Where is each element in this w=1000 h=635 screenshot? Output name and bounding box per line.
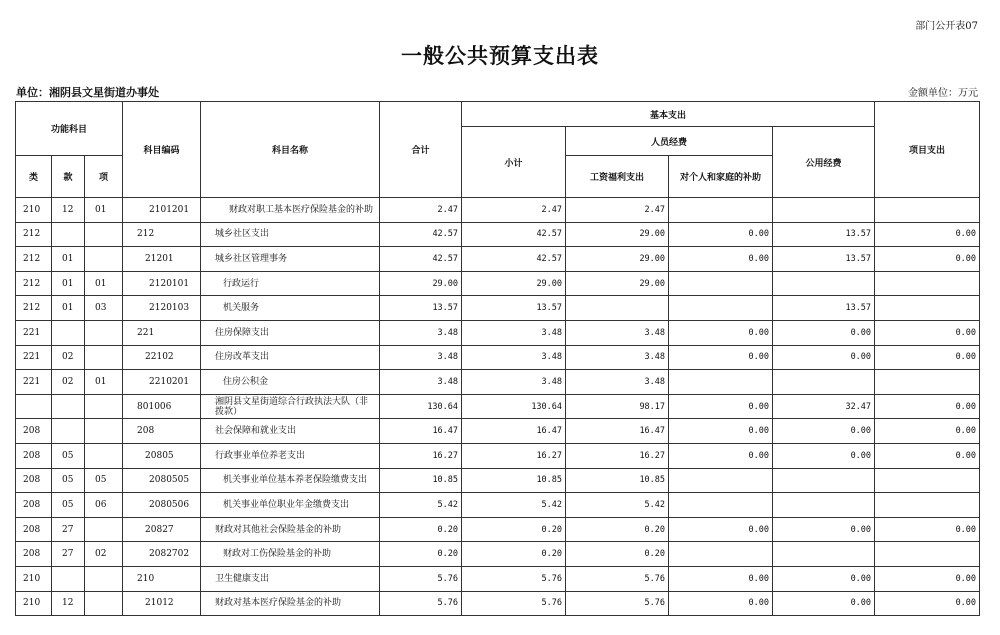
cell-lei: 208	[16, 419, 52, 444]
cell-subtotal: 42.57	[462, 222, 566, 247]
cell-lei	[16, 394, 52, 419]
cell-subtotal: 29.00	[462, 271, 566, 296]
table-row	[16, 542, 980, 567]
cell-wages: 29.00	[566, 271, 669, 296]
cell-name: 机关事业单位职业年金缴费支出	[201, 493, 380, 518]
cell-wages: 2.47	[566, 198, 669, 223]
table-row	[16, 345, 980, 370]
cell-subsidy	[669, 468, 773, 493]
cell-subtotal: 16.47	[462, 419, 566, 444]
table-row	[16, 222, 980, 247]
cell-kuan	[52, 419, 85, 444]
cell-subtotal: 13.57	[462, 296, 566, 321]
cell-wages: 10.85	[566, 468, 669, 493]
cell-subsidy: 0.00	[669, 222, 773, 247]
cell-project: 0.00	[875, 591, 980, 616]
cell-public: 13.57	[773, 296, 875, 321]
cell-project: 0.00	[875, 443, 980, 468]
header-personnel-cost: 人员经费	[566, 127, 773, 156]
cell-code: 20827	[123, 517, 201, 542]
cell-kuan	[52, 566, 85, 591]
cell-total: 5.42	[380, 493, 462, 518]
cell-code: 20805	[123, 443, 201, 468]
cell-kuan: 05	[52, 493, 85, 518]
cell-xiang	[85, 394, 123, 419]
amount-unit: 金额单位：万元	[908, 88, 978, 99]
cell-public: 13.57	[773, 222, 875, 247]
cell-name: 住房公积金	[201, 370, 380, 395]
header-name: 科目名称	[201, 102, 380, 198]
cell-public	[773, 542, 875, 567]
cell-name: 财政对基本医疗保险基金的补助	[201, 591, 380, 616]
cell-xiang	[85, 345, 123, 370]
cell-project	[875, 370, 980, 395]
cell-total: 3.48	[380, 370, 462, 395]
header-xiang: 项	[85, 156, 123, 198]
cell-public	[773, 493, 875, 518]
cell-wages: 3.48	[566, 320, 669, 345]
cell-name: 住房保障支出	[201, 320, 380, 345]
cell-public: 0.00	[773, 517, 875, 542]
cell-lei: 221	[16, 345, 52, 370]
cell-xiang: 02	[85, 542, 123, 567]
cell-xiang	[85, 443, 123, 468]
cell-name: 城乡社区管理事务	[201, 247, 380, 272]
cell-subsidy	[669, 271, 773, 296]
cell-project	[875, 542, 980, 567]
cell-wages: 5.42	[566, 493, 669, 518]
header-project-expenditure: 项目支出	[875, 102, 980, 198]
header-kuan: 款	[52, 156, 85, 198]
document-number: 部门公开表07	[915, 21, 978, 32]
cell-wages: 0.20	[566, 542, 669, 567]
table-row	[16, 419, 980, 444]
cell-wages: 3.48	[566, 370, 669, 395]
header-code: 科目编码	[123, 102, 201, 198]
cell-subtotal: 10.85	[462, 468, 566, 493]
cell-total: 42.57	[380, 222, 462, 247]
cell-name: 城乡社区支出	[201, 222, 380, 247]
cell-public: 0.00	[773, 591, 875, 616]
cell-subsidy: 0.00	[669, 517, 773, 542]
cell-name: 财政对其他社会保险基金的补助	[201, 517, 380, 542]
cell-total: 3.48	[380, 320, 462, 345]
cell-subtotal: 16.27	[462, 443, 566, 468]
cell-name: 财政对工伤保险基金的补助	[201, 542, 380, 567]
cell-subtotal: 42.57	[462, 247, 566, 272]
cell-wages: 98.17	[566, 394, 669, 419]
cell-kuan	[52, 222, 85, 247]
cell-project	[875, 468, 980, 493]
cell-subsidy: 0.00	[669, 345, 773, 370]
cell-code: 801006	[123, 394, 201, 419]
cell-total: 0.20	[380, 542, 462, 567]
cell-public: 0.00	[773, 566, 875, 591]
cell-kuan: 01	[52, 271, 85, 296]
cell-lei: 208	[16, 517, 52, 542]
cell-subsidy: 0.00	[669, 320, 773, 345]
table-row	[16, 296, 980, 321]
cell-subtotal: 3.48	[462, 370, 566, 395]
cell-total: 10.85	[380, 468, 462, 493]
cell-total: 16.27	[380, 443, 462, 468]
cell-project	[875, 296, 980, 321]
organization-unit: 单位：湘阴县文星街道办事处	[16, 86, 159, 99]
cell-kuan: 27	[52, 517, 85, 542]
cell-subtotal: 5.42	[462, 493, 566, 518]
cell-project	[875, 493, 980, 518]
cell-name: 住房改革支出	[201, 345, 380, 370]
cell-wages: 29.00	[566, 222, 669, 247]
cell-subsidy: 0.00	[669, 566, 773, 591]
cell-public	[773, 198, 875, 223]
table-body	[16, 198, 980, 616]
cell-xiang	[85, 591, 123, 616]
cell-kuan: 01	[52, 296, 85, 321]
cell-subsidy	[669, 542, 773, 567]
table-row	[16, 493, 980, 518]
cell-code: 22102	[123, 345, 201, 370]
cell-wages	[566, 296, 669, 321]
cell-public	[773, 271, 875, 296]
cell-lei: 208	[16, 493, 52, 518]
cell-xiang	[85, 320, 123, 345]
cell-lei: 212	[16, 222, 52, 247]
cell-subsidy: 0.00	[669, 247, 773, 272]
cell-lei: 212	[16, 247, 52, 272]
table-row	[16, 394, 980, 419]
cell-name: 机关服务	[201, 296, 380, 321]
cell-total: 130.64	[380, 394, 462, 419]
cell-code: 21201	[123, 247, 201, 272]
cell-xiang	[85, 566, 123, 591]
cell-project: 0.00	[875, 566, 980, 591]
cell-xiang	[85, 247, 123, 272]
cell-lei: 210	[16, 566, 52, 591]
cell-total: 5.76	[380, 566, 462, 591]
cell-subsidy	[669, 370, 773, 395]
cell-kuan	[52, 320, 85, 345]
cell-xiang: 05	[85, 468, 123, 493]
cell-code: 210	[123, 566, 201, 591]
cell-code: 2082702	[123, 542, 201, 567]
table-row	[16, 247, 980, 272]
cell-public: 0.00	[773, 320, 875, 345]
table-row	[16, 271, 980, 296]
cell-total: 3.48	[380, 345, 462, 370]
cell-public: 32.47	[773, 394, 875, 419]
cell-wages: 29.00	[566, 247, 669, 272]
table-row	[16, 370, 980, 395]
cell-name: 机关事业单位基本养老保险缴费支出	[201, 468, 380, 493]
cell-name: 行政事业单位养老支出	[201, 443, 380, 468]
cell-kuan: 05	[52, 443, 85, 468]
cell-total: 0.20	[380, 517, 462, 542]
header-total: 合计	[380, 102, 462, 198]
cell-project: 0.00	[875, 394, 980, 419]
cell-kuan: 01	[52, 247, 85, 272]
cell-name: 财政对职工基本医疗保险基金的补助	[201, 198, 380, 223]
cell-subtotal: 5.76	[462, 591, 566, 616]
cell-total: 29.00	[380, 271, 462, 296]
cell-kuan: 12	[52, 591, 85, 616]
cell-xiang: 03	[85, 296, 123, 321]
cell-public: 13.57	[773, 247, 875, 272]
table-row	[16, 566, 980, 591]
cell-wages: 0.20	[566, 517, 669, 542]
cell-kuan: 02	[52, 370, 85, 395]
cell-project: 0.00	[875, 517, 980, 542]
cell-lei: 210	[16, 591, 52, 616]
header-func-subject: 功能科目	[16, 102, 123, 156]
cell-public	[773, 468, 875, 493]
header-subtotal: 小计	[462, 127, 566, 198]
cell-wages: 3.48	[566, 345, 669, 370]
cell-lei: 208	[16, 542, 52, 567]
cell-xiang	[85, 222, 123, 247]
cell-project: 0.00	[875, 320, 980, 345]
cell-xiang	[85, 419, 123, 444]
cell-project: 0.00	[875, 419, 980, 444]
header-basic-expenditure: 基本支出	[462, 102, 875, 127]
cell-project: 0.00	[875, 345, 980, 370]
cell-subtotal: 2.47	[462, 198, 566, 223]
cell-xiang	[85, 517, 123, 542]
cell-name: 社会保障和就业支出	[201, 419, 380, 444]
cell-code: 21012	[123, 591, 201, 616]
cell-lei: 221	[16, 320, 52, 345]
cell-code: 2120101	[123, 271, 201, 296]
cell-public	[773, 370, 875, 395]
cell-name: 行政运行	[201, 271, 380, 296]
cell-xiang: 01	[85, 370, 123, 395]
cell-kuan: 02	[52, 345, 85, 370]
cell-xiang: 01	[85, 198, 123, 223]
cell-wages: 16.27	[566, 443, 669, 468]
cell-total: 2.47	[380, 198, 462, 223]
cell-subsidy: 0.00	[669, 394, 773, 419]
cell-kuan: 05	[52, 468, 85, 493]
cell-xiang: 06	[85, 493, 123, 518]
cell-total: 16.47	[380, 419, 462, 444]
cell-subtotal: 0.20	[462, 542, 566, 567]
cell-subsidy: 0.00	[669, 419, 773, 444]
cell-total: 5.76	[380, 591, 462, 616]
cell-wages: 5.76	[566, 566, 669, 591]
header-public-cost: 公用经费	[773, 127, 875, 198]
cell-subtotal: 0.20	[462, 517, 566, 542]
table-row	[16, 468, 980, 493]
cell-code: 2210201	[123, 370, 201, 395]
cell-total: 13.57	[380, 296, 462, 321]
cell-lei: 212	[16, 296, 52, 321]
cell-total: 42.57	[380, 247, 462, 272]
cell-wages: 5.76	[566, 591, 669, 616]
cell-lei: 210	[16, 198, 52, 223]
cell-lei: 208	[16, 468, 52, 493]
cell-subsidy	[669, 198, 773, 223]
cell-kuan	[52, 394, 85, 419]
cell-subtotal: 130.64	[462, 394, 566, 419]
header-household-subsidy: 对个人和家庭的补助	[669, 156, 773, 198]
cell-code: 212	[123, 222, 201, 247]
cell-project	[875, 198, 980, 223]
cell-wages: 16.47	[566, 419, 669, 444]
budget-table	[15, 101, 980, 616]
cell-name: 湘阴县文星街道综合行政执法大队（非拨款）	[201, 394, 380, 419]
cell-code: 2120103	[123, 296, 201, 321]
cell-public: 0.00	[773, 345, 875, 370]
cell-lei: 212	[16, 271, 52, 296]
table-row	[16, 443, 980, 468]
table-row	[16, 591, 980, 616]
cell-subtotal: 3.48	[462, 320, 566, 345]
cell-subtotal: 5.76	[462, 566, 566, 591]
cell-code: 221	[123, 320, 201, 345]
header-lei: 类	[16, 156, 52, 198]
cell-code: 208	[123, 419, 201, 444]
cell-subsidy	[669, 296, 773, 321]
cell-project: 0.00	[875, 222, 980, 247]
cell-code: 2101201	[123, 198, 201, 223]
table-row	[16, 320, 980, 345]
cell-subtotal: 3.48	[462, 345, 566, 370]
cell-subsidy: 0.00	[669, 591, 773, 616]
cell-project	[875, 271, 980, 296]
cell-code: 2080506	[123, 493, 201, 518]
cell-kuan: 12	[52, 198, 85, 223]
cell-subsidy: 0.00	[669, 443, 773, 468]
cell-code: 2080505	[123, 468, 201, 493]
header-wages: 工资福利支出	[566, 156, 669, 198]
cell-lei: 208	[16, 443, 52, 468]
table-row	[16, 517, 980, 542]
page-title: 一般公共预算支出表	[401, 43, 599, 68]
cell-kuan: 27	[52, 542, 85, 567]
cell-lei: 221	[16, 370, 52, 395]
cell-name: 卫生健康支出	[201, 566, 380, 591]
cell-project: 0.00	[875, 247, 980, 272]
table-row	[16, 198, 980, 223]
cell-public: 0.00	[773, 443, 875, 468]
cell-subsidy	[669, 493, 773, 518]
cell-xiang: 01	[85, 271, 123, 296]
cell-public: 0.00	[773, 419, 875, 444]
